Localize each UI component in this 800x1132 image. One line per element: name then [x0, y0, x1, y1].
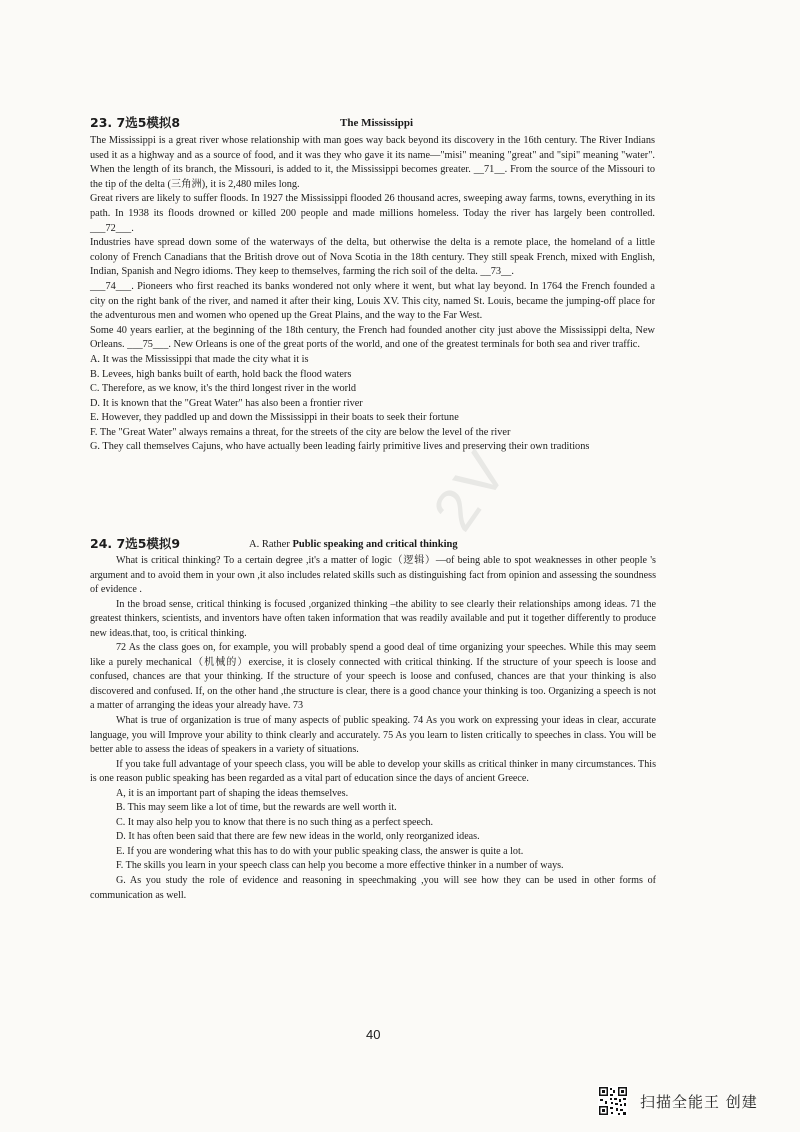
scanner-label: 扫描全能王 创建	[640, 1092, 758, 1111]
paragraph: Industries have spread down some of the waterways of the delta, but otherwise the delta is a remote place, the homeland of a little colony of French Canadians that the British drove out of Nova Scotia in the 18th century. They still speak French, mixed with English, Indian, Spanish and Negro idioms. They keep to themselves, farming the rich soil of the delta. __73__.	[90, 237, 655, 278]
paragraph: In the broad sense, critical thinking is focused ,organized thinking –the ability to see clearly their relationships among ideas. 71 the greatest thinkers, scientists, and inventors have often taken information that was readily available and put it together differently to produce new ideas.that, too, is critical thinking.	[90, 598, 656, 639]
option-e: E. However, they paddled up and down the Mississippi in their boats to seek their fortune	[90, 412, 459, 424]
watermark: 2V	[419, 436, 522, 543]
option-b: B. Levees, high banks built of earth, hold back the flood waters	[90, 368, 352, 380]
passage-title: Public speaking and critical thinking	[292, 539, 458, 550]
option-f: F. The skills you learn in your speech class can help you become a more effective thinker in a number of ways.	[116, 860, 564, 872]
option-g: G. They call themselves Cajuns, who have actually been leading fairly primitive lives and preserving their own traditions	[90, 441, 590, 453]
option-d: D. It has often been said that there are few new ideas in the world, only reorganized ideas.	[116, 831, 480, 843]
paragraph: The Mississippi is a great river whose relationship with man goes way back beyond its discovery in the 16th century. The River Indians used it as a highway and as a source of food, and it was they who gave it its name—"misi" meaning "great" and "sipi" meaning "water". When the length of its branch, the Missouri, is added to it, the Mississippi becomes greater. __71__. From the source of the Missouri to the tip of the delta (三角洲), it is 2,480 miles long.	[90, 135, 655, 190]
section-public-speaking	[90, 537, 656, 903]
section-mississippi	[90, 116, 655, 455]
paragraph: What is critical thinking? To a certain degree ,it's a matter of logic（逻辑）—of being able to spot weaknesses in other people 's argument and to avoid them in your own ,it also includes related skills such as distinguishing fact from opinion and assessing the soundness of evidence .	[90, 555, 656, 596]
option-d: D. It is known that the "Great Water" has also been a frontier river	[90, 397, 363, 409]
paragraph: Great rivers are likely to suffer floods. In 1927 the Mississippi flooded 26 thousand acres, sweeping away farms, towns, everything in its path. In 1938 its floods drowned or killed 200 people and made millions homeless. Today the river has largely been controlled. ___72___.	[90, 193, 655, 234]
paragraph: If you take full advantage of your speech class, you will be able to develop your skills as critical thinker in many circumstances. This is one reason public speaking has been regarded as a vital part of education since the days of ancient Greece.	[90, 758, 656, 785]
option-a: A, it is an important part of shaping the ideas themselves.	[116, 787, 349, 799]
passage-title: The Mississippi	[340, 117, 414, 129]
option-c: C. It may also help you to know that there is no such thing as a perfect speech.	[116, 816, 434, 828]
option-f: F. The "Great Water" always remains a threat, for the streets of the city are below the level of the river	[90, 426, 511, 438]
paragraph: ___74___. Pioneers who first reached its banks wondered not only where it went, but what lay beyond. In 1764 the French founded a city on the right bank of the river, and named it after their king, Louis XV. This city, named St. Louis, became the jumping-off place for the adventurous men and women who opened up the Great Plains, and the way to the Far West.	[90, 280, 655, 322]
scanner-footer	[598, 1086, 758, 1116]
option-g: G. As you study the role of evidence and reasoning in speechmaking ,you will see how they can be used in other forms of communication as well.	[90, 875, 656, 901]
title-prefix: A. Rather	[249, 539, 293, 550]
section-header	[90, 116, 655, 132]
option-e: E. If you are wondering what this has to do with your public speaking class, the answer is quite a lot.	[116, 845, 524, 857]
option-b: B. This may seem like a lot of time, but the rewards are well worth it.	[116, 802, 397, 814]
question-number: 24. 7选5模拟9	[90, 536, 181, 551]
qr-code-icon	[598, 1086, 628, 1116]
paragraph: 72 As the class goes on, for example, you will probably spend a good deal of time organizing your speeches. While this may seem like a purely mechanical（机械的）exercise, it is closely connected with critical thinking. If the structure of your speech is loose and confused, chances are that your thinking. If the structure of your speech is loose and confused, chances are that your thinking is also discovered and confused. If, on the other hand ,the structure is clear, there is a good chance your thinking is too. Organizing a speech is not a matter of arranging the ideas your already have. 73	[90, 642, 656, 712]
passage-title-line	[249, 538, 458, 553]
option-a: A. It was the Mississippi that made the city what it is	[90, 353, 309, 365]
option-c: C. Therefore, as we know, it's the third longest river in the world	[90, 383, 357, 395]
page-number: 40	[366, 1027, 381, 1042]
paragraph: What is true of organization is true of many aspects of public speaking. 74 As you work on expressing your ideas in clear, accurate language, you will Improve your ability to think clearly and accurately. 75 As you learn to listen critically to speeches in class. You will be better able to assess the ideas of speakers in a variety of situations.	[90, 715, 656, 756]
question-number: 23. 7选5模拟8	[90, 115, 181, 130]
paragraph: Some 40 years earlier, at the beginning of the 18th century, the French had founded another city just above the Mississippi delta, New Orleans. ___75___. New Orleans is one of the great ports of the world, and one of the greatest terminals for both sea and river traffic.	[90, 324, 655, 351]
section-header	[90, 537, 656, 553]
